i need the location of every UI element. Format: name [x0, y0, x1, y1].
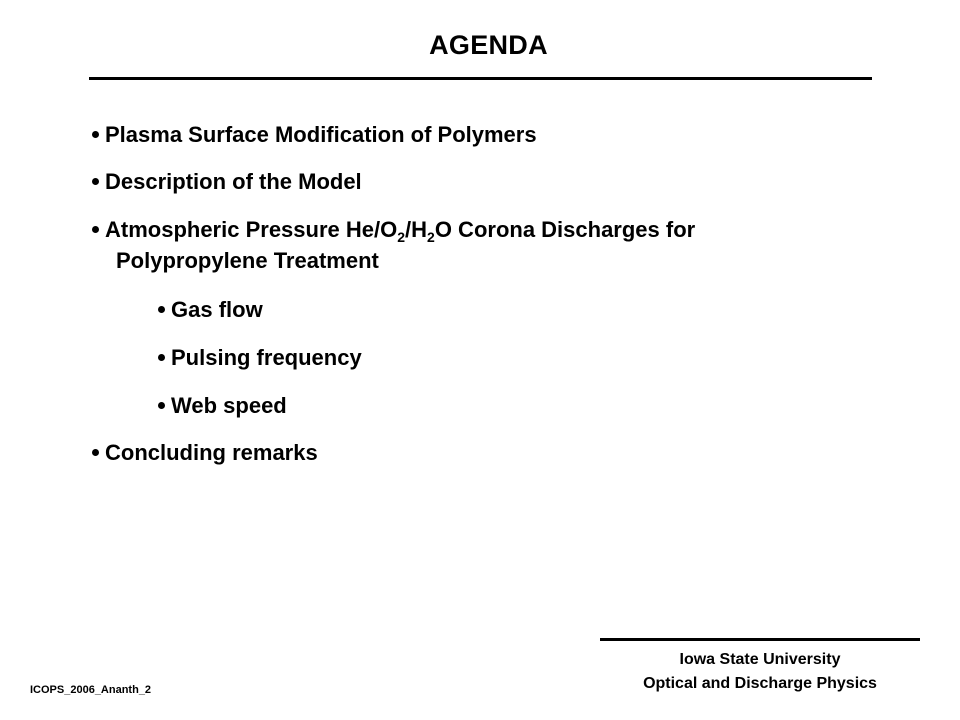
bullet-icon — [158, 306, 165, 313]
agenda-item-label: Plasma Surface Modification of Polymers — [105, 122, 537, 147]
agenda-item-corona-discharges — [92, 215, 695, 244]
title-underline — [89, 77, 872, 80]
agenda-item-corona-discharges-line2: Polypropylene Treatment — [116, 248, 379, 273]
bullet-icon — [92, 131, 99, 138]
bullet-icon — [92, 178, 99, 185]
slide-id: ICOPS_2006_Ananth_2 — [30, 684, 152, 696]
agenda-subitem-gas-flow — [158, 295, 263, 324]
footer-divider — [600, 638, 920, 641]
agenda-item-concluding-remarks — [92, 438, 318, 467]
bullet-icon — [92, 449, 99, 456]
agenda-item-plasma-surface-modification — [92, 120, 537, 149]
agenda-subitem-web-speed — [158, 391, 287, 420]
footer-university: Iowa State University — [679, 651, 841, 668]
agenda-subitem-label: Web speed — [171, 393, 287, 418]
agenda-subitem-pulsing-frequency — [158, 343, 362, 372]
agenda-item-model-description — [92, 167, 362, 196]
bullet-icon — [92, 226, 99, 233]
subscript-o: 2 — [397, 229, 406, 245]
agenda-item-label-part-a: Atmospheric Pressure He/O — [105, 217, 398, 242]
bullet-icon — [158, 402, 165, 409]
agenda-subitem-label: Gas flow — [171, 297, 263, 322]
agenda-item-label: Concluding remarks — [105, 440, 318, 465]
subscript-h: 2 — [427, 229, 435, 245]
slide-title: AGENDA — [429, 30, 548, 60]
agenda-item-label-part-b: /H — [405, 217, 428, 242]
agenda-item-label: Description of the Model — [105, 169, 362, 194]
footer-group: Optical and Discharge Physics — [643, 675, 877, 692]
agenda-item-label-part-c: O Corona Discharges for — [434, 217, 696, 242]
bullet-icon — [158, 354, 165, 361]
agenda-subitem-label: Pulsing frequency — [171, 345, 362, 370]
